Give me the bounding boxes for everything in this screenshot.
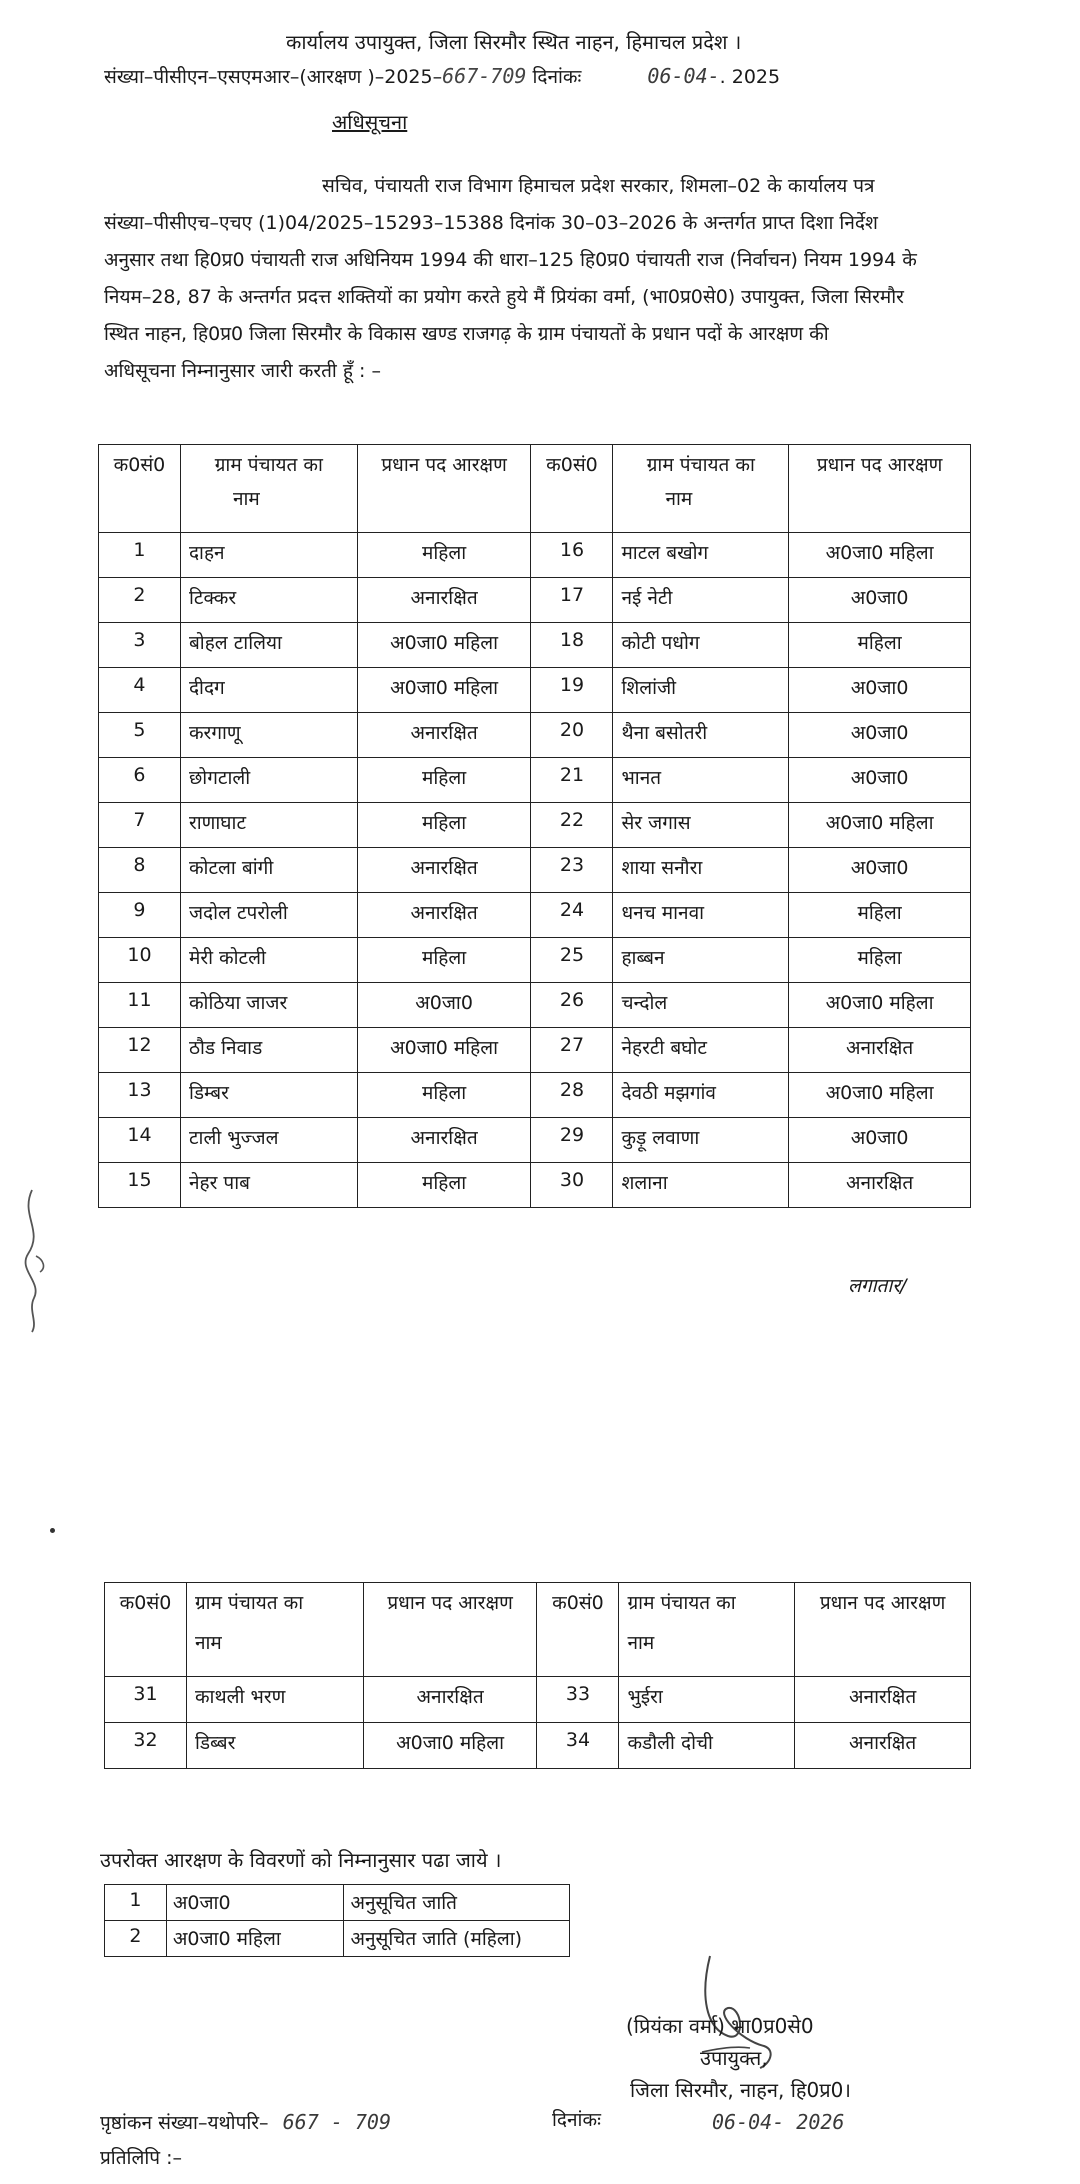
reservation-cell: अ0जा0 महिला	[789, 1073, 971, 1118]
panchayat-name-cell: कोटी पधोग	[613, 623, 789, 668]
table-row	[99, 848, 971, 893]
reservation-cell: अ0जा0	[789, 578, 971, 623]
serial-number-cell: 4	[99, 668, 181, 713]
panchayat-name-cell: छोगटाली	[180, 758, 357, 803]
intro-line: सचिव, पंचायती राज विभाग हिमाचल प्रदेश सरकार, शिमला–02 के कार्यालय पत्र	[322, 175, 875, 197]
reservation-cell: महिला	[357, 938, 531, 983]
reservation-cell: अ0जा0	[789, 758, 971, 803]
table-row	[99, 893, 971, 938]
panchayat-name-cell: भानत	[613, 758, 789, 803]
intro-paragraph	[104, 168, 962, 390]
panchayat-name-cell: काथली भरण	[186, 1677, 363, 1723]
serial-number-cell: 9	[99, 893, 181, 938]
reservation-cell: अनारक्षित	[789, 1028, 971, 1073]
header-panchayat: ग्राम पंचायत का नाम	[613, 445, 789, 533]
serial-number-cell: 34	[537, 1723, 619, 1769]
reservation-cell: महिला	[357, 803, 531, 848]
legend-meaning-cell: अनुसूचित जाति (महिला)	[344, 1921, 570, 1957]
legend-row	[105, 1885, 570, 1921]
reservation-cell: अनारक्षित	[357, 713, 531, 758]
reservation-cell: महिला	[357, 1163, 531, 1208]
panchayat-name-cell: कोटला बांगी	[180, 848, 357, 893]
serial-number-cell: 19	[531, 668, 613, 713]
panchayat-name-cell: डिब्बर	[186, 1723, 363, 1769]
panchayat-name-cell: भुईरा	[619, 1677, 795, 1723]
reservation-cell: अ0जा0	[789, 1118, 971, 1163]
intro-line: स्थित नाहन, हि0प्र0 जिला सिरमौर के विकास खण्ड राजगढ़ के ग्राम पंचायतों के प्रधान पदों के आरक्षण की	[104, 323, 829, 345]
reservation-cell: महिला	[357, 758, 531, 803]
reservation-cell: अ0जा0	[789, 848, 971, 893]
serial-number-cell: 28	[531, 1073, 613, 1118]
serial-number-cell: 25	[531, 938, 613, 983]
serial-number-cell: 11	[99, 983, 181, 1028]
reservation-cell: अ0जा0 महिला	[789, 803, 971, 848]
reservation-cell: अ0जा0 महिला	[789, 533, 971, 578]
panchayat-name-cell: शलाना	[613, 1163, 789, 1208]
reference-line	[104, 62, 780, 91]
serial-number-cell: 13	[99, 1073, 181, 1118]
serial-number-cell: 27	[531, 1028, 613, 1073]
serial-number-cell: 8	[99, 848, 181, 893]
panchayat-name-cell: माटल बखोग	[613, 533, 789, 578]
panchayat-name-cell: ठौड निवाड	[180, 1028, 357, 1073]
table-row	[99, 758, 971, 803]
serial-number-cell: 1	[99, 533, 181, 578]
header-panchayat: ग्राम पंचायत का नाम	[619, 1583, 795, 1677]
serial-number-cell: 17	[531, 578, 613, 623]
panchayat-name-cell: कुड़ू लवाणा	[613, 1118, 789, 1163]
endorsement-number-handwritten: 667 - 709	[282, 2110, 391, 2134]
serial-number-cell: 3	[99, 623, 181, 668]
header-sr: क0सं0	[531, 445, 613, 533]
legend-abbreviation-cell: अ0जा0 महिला	[166, 1921, 344, 1957]
table-row	[99, 1118, 971, 1163]
serial-number-cell: 2	[99, 578, 181, 623]
serial-number-cell: 14	[99, 1118, 181, 1163]
table-row	[99, 1073, 971, 1118]
serial-number-cell: 7	[99, 803, 181, 848]
header-sr: क0सं0	[537, 1583, 619, 1677]
table-row	[105, 1677, 971, 1723]
panchayat-name-cell: मेरी कोटली	[180, 938, 357, 983]
header-panchayat: ग्राम पंचायत का नाम	[180, 445, 357, 533]
panchayat-name-cell: डिम्बर	[180, 1073, 357, 1118]
panchayat-name-cell: देवठी मझगांव	[613, 1073, 789, 1118]
reservation-cell: अनारक्षित	[795, 1677, 971, 1723]
signatory-name: (प्रियंका वर्मा) भा0प्र0से0	[626, 2014, 814, 2038]
reservation-cell: महिला	[789, 623, 971, 668]
serial-number-cell: 20	[531, 713, 613, 758]
serial-number-cell: 15	[99, 1163, 181, 1208]
header-sr: क0सं0	[99, 445, 181, 533]
panchayat-name-cell: बोहल टालिया	[180, 623, 357, 668]
legend-intro: उपरोक्त आरक्षण के विवरणों को निम्नानुसार पढा जाये ।	[100, 1848, 502, 1872]
reservation-table-continued	[104, 1582, 971, 1769]
margin-dot	[50, 1528, 55, 1533]
legend-table	[104, 1884, 570, 1957]
table-row	[99, 713, 971, 758]
reservation-cell: अ0जा0 महिला	[357, 668, 531, 713]
office-heading: कार्यालय उपायुक्त, जिला सिरमौर स्थित नाहन, हिमाचल प्रदेश ।	[286, 30, 742, 54]
reservation-cell: अ0जा0	[789, 668, 971, 713]
table-row	[99, 533, 971, 578]
panchayat-name-cell: शाया सनौरा	[613, 848, 789, 893]
header-reservation: प्रधान पद आरक्षण	[789, 445, 971, 533]
table-row	[99, 578, 971, 623]
panchayat-name-cell: थैना बसोतरी	[613, 713, 789, 758]
reservation-cell: अनारक्षित	[357, 578, 531, 623]
reservation-cell: अ0जा0 महिला	[357, 623, 531, 668]
reference-date-label: दिनांकः	[532, 66, 582, 88]
reservation-cell: अ0जा0 महिला	[363, 1723, 537, 1769]
copy-label: प्रतिलिपि :–	[100, 2147, 183, 2169]
intro-line: अधिसूचना निम्नानुसार जारी करती हूँ : –	[104, 360, 381, 382]
table-row	[99, 983, 971, 1028]
signatory-designation: उपायुक्त,	[700, 2046, 768, 2070]
serial-number-cell: 10	[99, 938, 181, 983]
serial-number-cell: 16	[531, 533, 613, 578]
reservation-cell: अनारक्षित	[357, 848, 531, 893]
reservation-cell: अनारक्षित	[357, 893, 531, 938]
header-reservation: प्रधान पद आरक्षण	[795, 1583, 971, 1677]
panchayat-name-cell: धनच मानवा	[613, 893, 789, 938]
endorsement-date-label: दिनांकः	[552, 2109, 601, 2131]
notice-title: अधिसूचना	[332, 110, 408, 134]
panchayat-name-cell: टाली भुज्जल	[180, 1118, 357, 1163]
panchayat-name-cell: नेहर पाब	[180, 1163, 357, 1208]
continued-note: लगातार/	[848, 1275, 907, 1297]
serial-number-cell: 24	[531, 893, 613, 938]
serial-number-cell: 31	[105, 1677, 187, 1723]
legend-meaning-cell: अनुसूचित जाति	[344, 1885, 570, 1921]
panchayat-name-cell: हाब्बन	[613, 938, 789, 983]
header-panchayat: ग्राम पंचायत का नाम	[186, 1583, 363, 1677]
panchayat-name-cell: राणाघाट	[180, 803, 357, 848]
serial-number-cell: 5	[99, 713, 181, 758]
reservation-cell: अनारक्षित	[357, 1118, 531, 1163]
table-header-row	[105, 1583, 971, 1677]
legend-number-cell: 2	[105, 1921, 167, 1957]
reference-date-year: . 2025	[719, 66, 781, 88]
panchayat-name-cell: टिक्कर	[180, 578, 357, 623]
table-row	[99, 668, 971, 713]
serial-number-cell: 22	[531, 803, 613, 848]
table-row	[99, 938, 971, 983]
table-row	[99, 1028, 971, 1073]
panchayat-name-cell: जदोल टपरोली	[180, 893, 357, 938]
reservation-cell: अनारक्षित	[789, 1163, 971, 1208]
reservation-cell: अ0जा0 महिला	[357, 1028, 531, 1073]
table-row	[99, 623, 971, 668]
reservation-cell: महिला	[357, 533, 531, 578]
reservation-cell: महिला	[789, 938, 971, 983]
serial-number-cell: 21	[531, 758, 613, 803]
serial-number-cell: 12	[99, 1028, 181, 1073]
panchayat-name-cell: दाहन	[180, 533, 357, 578]
panchayat-name-cell: दीदग	[180, 668, 357, 713]
reference-prefix: संख्या–पीसीएन–एसएमआर–(आरक्षण )–2025–	[104, 66, 443, 88]
header-reservation: प्रधान पद आरक्षण	[363, 1583, 537, 1677]
serial-number-cell: 18	[531, 623, 613, 668]
serial-number-cell: 32	[105, 1723, 187, 1769]
panchayat-name-cell: सेर जगास	[613, 803, 789, 848]
intro-line: संख्या–पीसीएच–एचए (1)04/2025–15293–15388 दिनांक 30–03–2026 के अन्तर्गत प्राप्त दिशा निर्देश	[104, 212, 878, 234]
reservation-cell: अनारक्षित	[363, 1677, 537, 1723]
panchayat-name-cell: चन्दोल	[613, 983, 789, 1028]
reservation-cell: अ0जा0 महिला	[789, 983, 971, 1028]
legend-row	[105, 1921, 570, 1957]
table-row	[99, 803, 971, 848]
panchayat-name-cell: नेहरटी बघोट	[613, 1028, 789, 1073]
table-row	[99, 1163, 971, 1208]
endorsement-line	[100, 2108, 391, 2137]
table-header-row	[99, 445, 971, 533]
serial-number-cell: 26	[531, 983, 613, 1028]
header-reservation: प्रधान पद आरक्षण	[357, 445, 531, 533]
reservation-cell: अ0जा0	[789, 713, 971, 758]
serial-number-cell: 30	[531, 1163, 613, 1208]
intro-line: नियम–28, 87 के अन्तर्गत प्रदत्त शक्तियों का प्रयोग करते हुये मैं प्रियंका वर्मा, (भा0प्र0से0) उपायुक्त, जिला सिरमौर	[104, 286, 904, 308]
reference-date-handwritten: 06-04-	[647, 64, 720, 88]
serial-number-cell: 23	[531, 848, 613, 893]
serial-number-cell: 6	[99, 758, 181, 803]
serial-number-cell: 33	[537, 1677, 619, 1723]
reference-number-handwritten: 667-709	[442, 64, 527, 88]
panchayat-name-cell: कोठिया जाजर	[180, 983, 357, 1028]
panchayat-name-cell: नई नेटी	[613, 578, 789, 623]
reservation-cell: अ0जा0	[357, 983, 531, 1028]
table-row	[105, 1723, 971, 1769]
panchayat-name-cell: शिलांजी	[613, 668, 789, 713]
signatory-location: जिला सिरमौर, नाहन, हि0प्र0।	[630, 2078, 851, 2102]
signature-date-handwritten: 06-04- 2026	[712, 2110, 845, 2134]
legend-abbreviation-cell: अ0जा0	[166, 1885, 344, 1921]
reservation-cell: महिला	[357, 1073, 531, 1118]
endorsement-label: पृ़ष्ठांकन संख्या–यथोपरि–	[100, 2112, 269, 2134]
reservation-cell: महिला	[789, 893, 971, 938]
reservation-cell: अनारक्षित	[795, 1723, 971, 1769]
margin-initial-icon	[14, 1186, 52, 1336]
panchayat-name-cell: कडौली दोची	[619, 1723, 795, 1769]
reservation-table-main	[98, 444, 971, 1208]
intro-line: अनुसार तथा हि0प्र0 पंचायती राज अधिनियम 1994 की धारा–125 हि0प्र0 पंचायती राज (निर्वाचन) नियम 1994 के	[104, 249, 917, 271]
panchayat-name-cell: करगाणू	[180, 713, 357, 758]
serial-number-cell: 29	[531, 1118, 613, 1163]
legend-number-cell: 1	[105, 1885, 167, 1921]
header-sr: क0सं0	[105, 1583, 187, 1677]
